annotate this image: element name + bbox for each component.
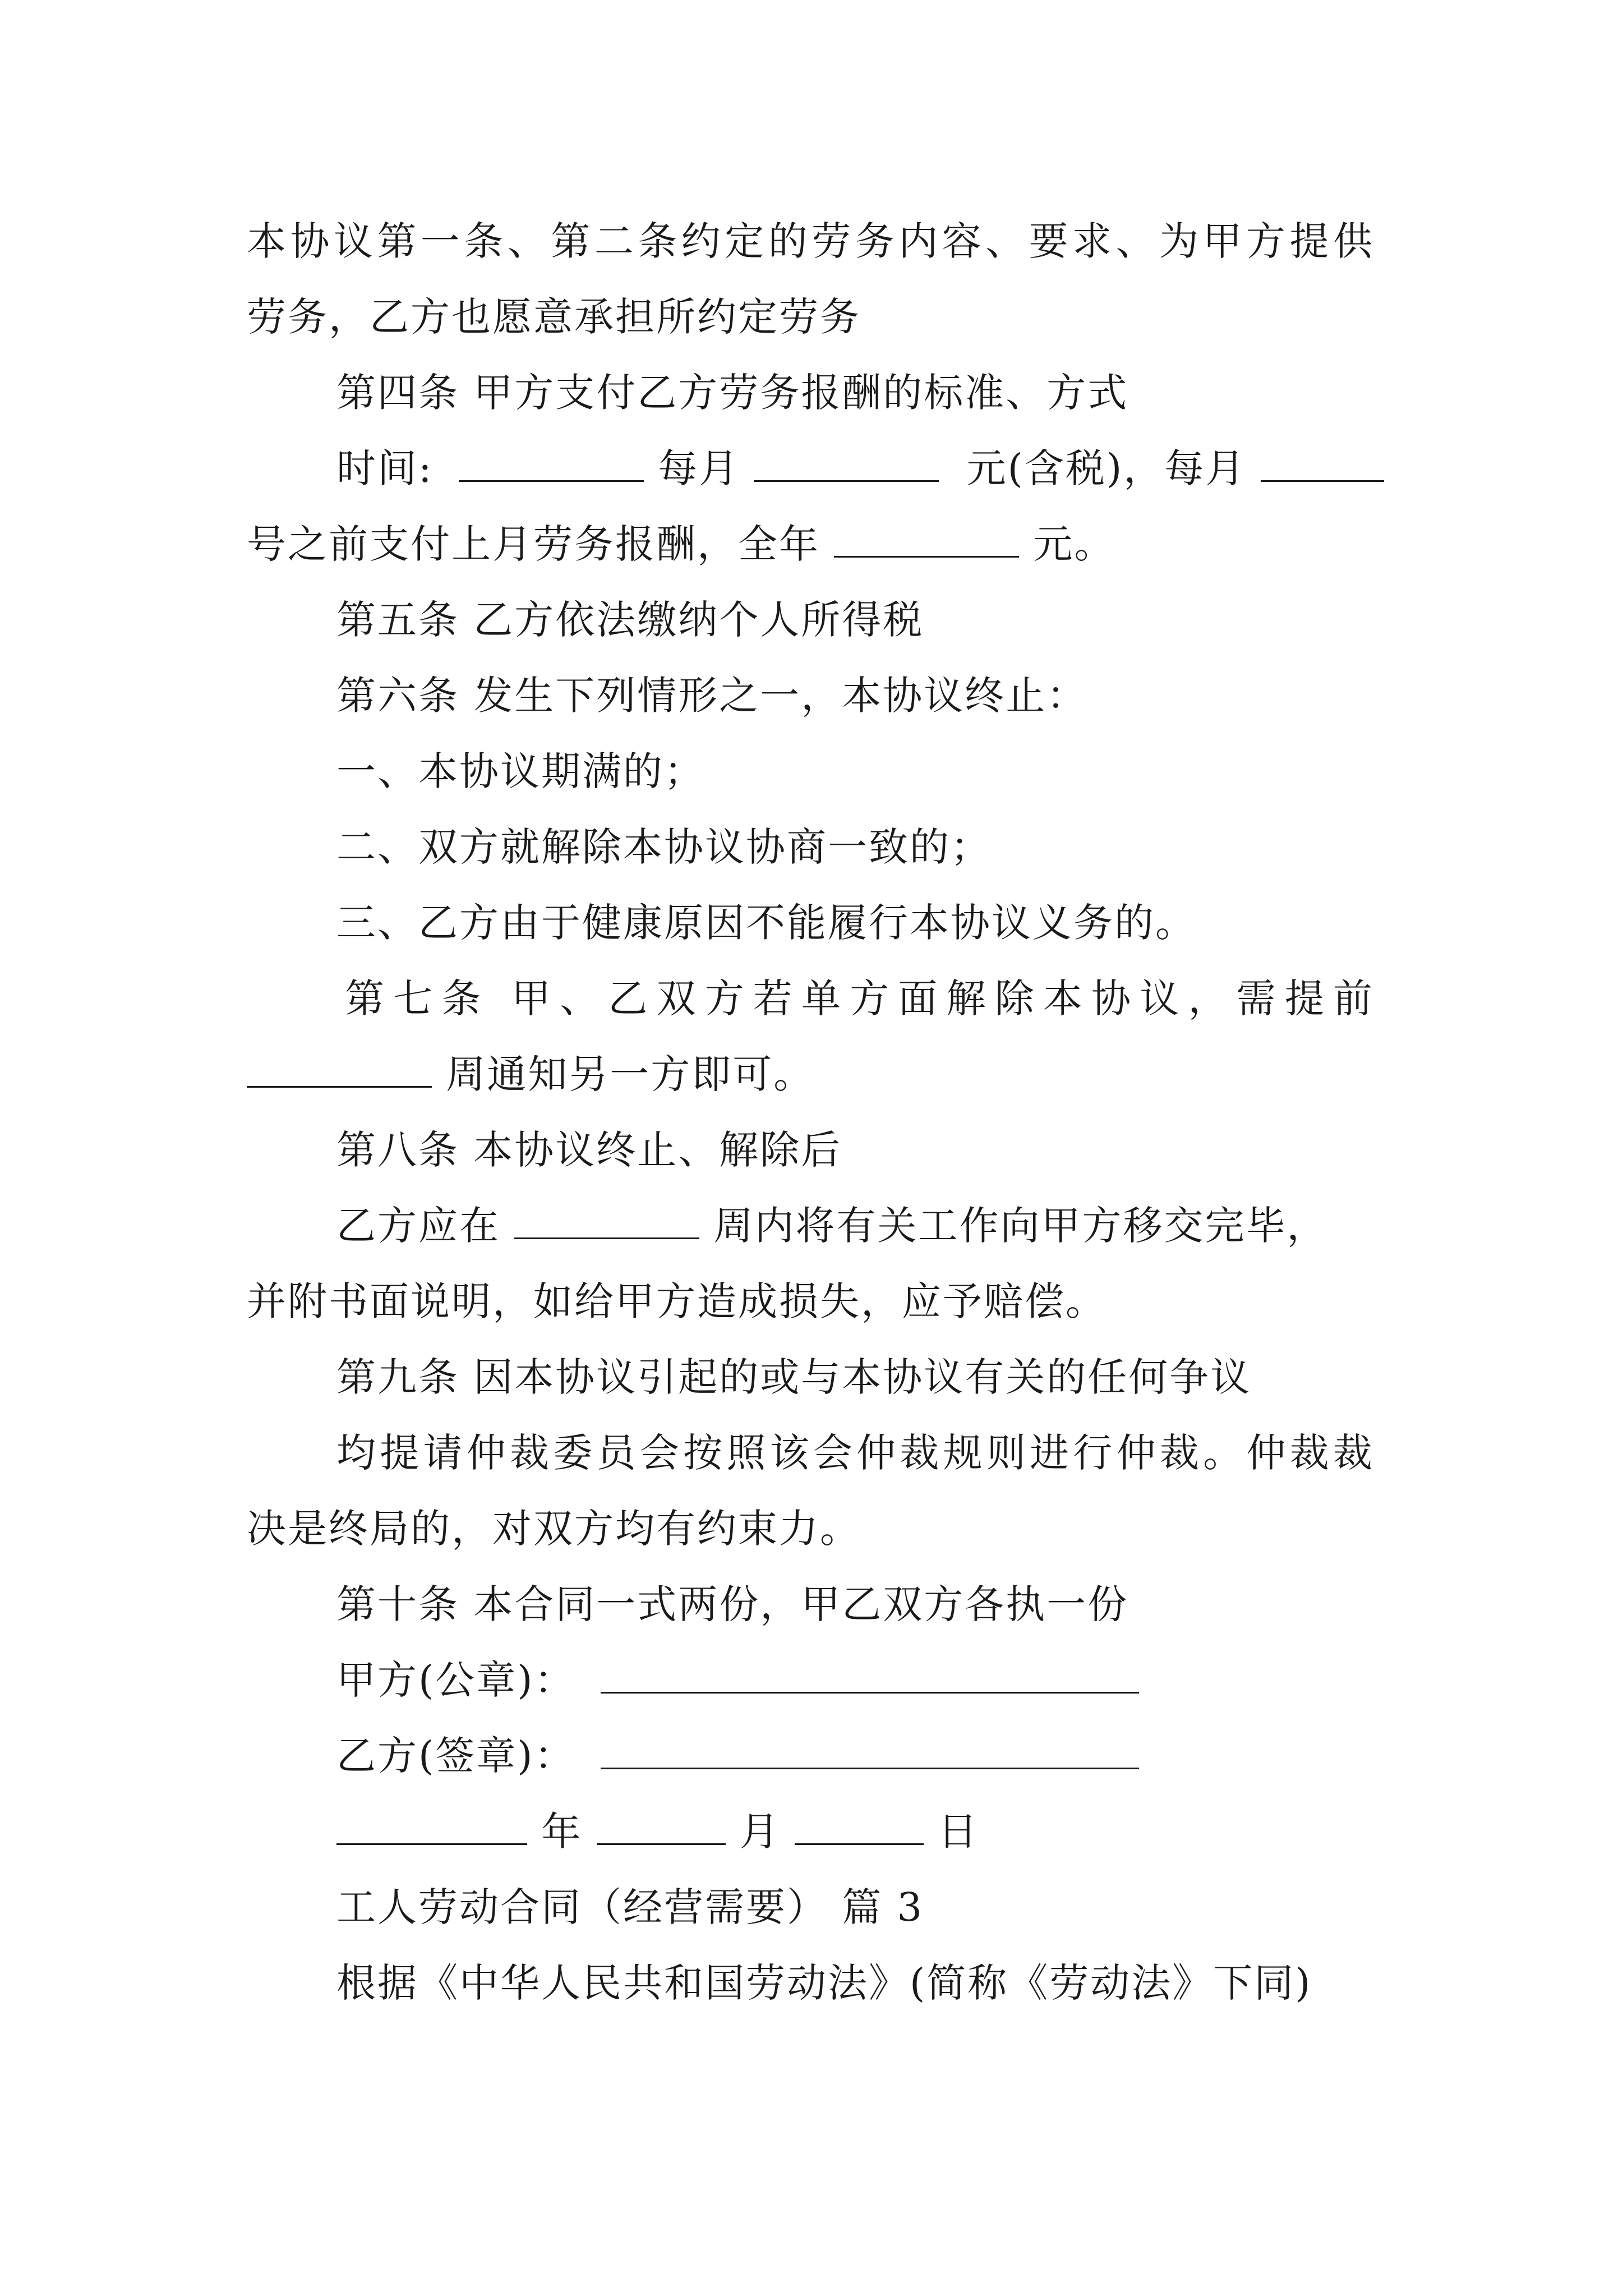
article-10-heading: 第十条 本合同一式两份，甲乙双方各执一份 [336, 1581, 1129, 1627]
label-monthly: 每月 [658, 445, 740, 491]
list-item: 三、乙方由于健康原因不能履行本协议义务的。 [336, 900, 1196, 946]
party-a-signature-line [336, 1649, 1139, 1711]
article-9-heading: 第九条 因本协议引起的或与本协议有关的任何争议 [336, 1354, 1252, 1400]
text-line: 并附书面说明，如给甲方造成损失，应予赔偿。 [247, 1278, 1106, 1324]
label-before-day: 号之前支付上月劳务报酬，全年 [247, 521, 820, 567]
date-line [336, 1801, 979, 1862]
text-line: 根据《中华人民共和国劳动法》(简称《劳动法》下同) [336, 1960, 1312, 2006]
article-4-heading: 第四条 甲方支付乙方劳务报酬的标准、方式 [336, 370, 1129, 416]
section-title: 工人劳动合同（经营需要） 篇 3 [336, 1884, 924, 1930]
blank-field[interactable] [514, 1202, 699, 1239]
month-field[interactable] [597, 1807, 726, 1845]
label-month: 月 [739, 1809, 781, 1855]
text-line: 决是终局的，对双方均有约束力。 [247, 1506, 861, 1552]
day-field[interactable] [795, 1807, 924, 1845]
blank-field[interactable] [247, 1050, 432, 1088]
list-item: 一、本协议期满的； [336, 748, 705, 794]
label-day: 日 [938, 1809, 979, 1855]
label-yuan-tax-monthly: 元(含税)，每月 [966, 445, 1247, 491]
article-8-heading: 第八条 本协议终止、解除后 [336, 1127, 842, 1173]
label-party-b-seal: 乙方(签章)： [336, 1733, 575, 1779]
blank-field[interactable] [834, 520, 1019, 558]
label-party-b-within: 乙方应在 [336, 1203, 500, 1249]
notice-line [247, 1043, 814, 1105]
label-year: 年 [541, 1809, 583, 1855]
text-line: 均提请仲裁委员会按照该会仲裁规则进行仲裁。仲裁裁 [336, 1430, 1374, 1476]
list-item: 二、双方就解除本协议协商一致的； [336, 824, 992, 870]
annual-pay-line [247, 513, 1115, 575]
handover-line [336, 1195, 1328, 1257]
payment-terms-line [336, 438, 1384, 499]
year-field[interactable] [336, 1807, 527, 1845]
label-time: 时间: [336, 445, 434, 491]
blank-field[interactable] [1261, 444, 1384, 482]
party-b-signature-line [336, 1725, 1139, 1787]
party-a-signature-field[interactable] [601, 1656, 1139, 1694]
article-7-heading: 第七条 甲、乙双方若单方面解除本协议，需提前 [345, 976, 1374, 1022]
text-line: 本协议第一条、第二条约定的劳务内容、要求、为甲方提供 [247, 218, 1374, 264]
text-line: 劳务，乙方也愿意承担所约定劳务 [247, 294, 861, 340]
label-yuan: 元。 [1033, 521, 1115, 567]
label-party-a-seal: 甲方(公章)： [336, 1657, 575, 1703]
article-5-heading: 第五条 乙方依法缴纳个人所得税 [336, 597, 924, 643]
label-weeks-notice: 周通知另一方即可。 [446, 1051, 815, 1097]
blank-field[interactable] [754, 444, 939, 482]
party-b-signature-field[interactable] [601, 1732, 1139, 1769]
blank-field[interactable] [459, 444, 644, 482]
article-6-heading: 第六条 发生下列情形之一，本协议终止： [336, 673, 1088, 719]
label-handover: 周内将有关工作向甲方移交完毕， [713, 1203, 1328, 1249]
